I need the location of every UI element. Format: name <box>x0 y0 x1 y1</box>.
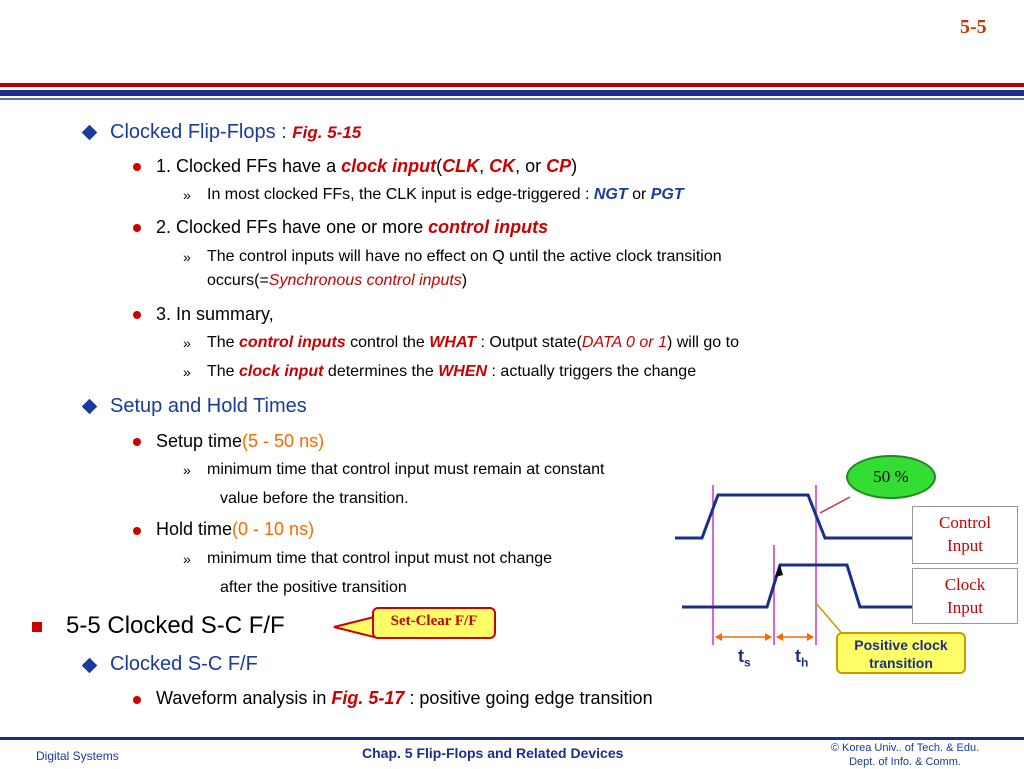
fifty-percent-label: 50 % <box>873 467 909 486</box>
header-rule-blue-thin <box>0 98 1024 100</box>
item-waveform-analysis: Waveform analysis in Fig. 5-17 : positive going edge transition <box>156 688 653 708</box>
raquo-icon: » <box>183 335 191 351</box>
footer-right: © Korea Univ.. of Tech. & Edu. Dept. of Info. & Comm. <box>830 742 980 768</box>
bullet-dot-icon <box>133 438 141 446</box>
section-heading-clocked-ff: Clocked Flip-Flops : Fig. 5-15 <box>110 121 362 143</box>
item-synchronous-inputs: occurs(=Synchronous control inputs) <box>207 272 468 289</box>
item-setup-desc-1: minimum time that control input must remain at constant <box>207 461 605 478</box>
raquo-icon: » <box>183 551 191 567</box>
section-heading-setup-hold: Setup and Hold Times <box>110 395 307 417</box>
footer-center: Chap. 5 Flip-Flops and Related Devices <box>362 745 624 761</box>
raquo-icon: » <box>183 364 191 380</box>
ts-label: $t_s$ <box>738 646 751 670</box>
raquo-icon: » <box>183 187 191 203</box>
item-hold-desc-2: after the positive transition <box>220 579 407 596</box>
control-input-label-box: Control Input <box>912 506 1018 564</box>
th-label: $t_h$ <box>795 646 809 670</box>
diamond-bullet-icon <box>82 125 98 141</box>
set-clear-label: Set-Clear F/F <box>390 613 478 629</box>
bullet-dot-icon <box>133 224 141 232</box>
fifty-pointer <box>820 497 850 513</box>
item-hold-time: Hold time(0 - 10 ns) <box>156 519 315 539</box>
control-waveform <box>675 495 915 538</box>
square-bullet-icon <box>32 622 42 632</box>
item-setup-desc-2: value before the transition. <box>220 490 409 507</box>
raquo-icon: » <box>183 249 191 265</box>
item-edge-triggered: In most clocked FFs, the CLK input is edge-triggered : NGT or PGT <box>207 186 684 203</box>
clock-input-label-box: Clock Input <box>912 568 1018 624</box>
diamond-bullet-icon <box>82 658 98 674</box>
footer-rule <box>0 737 1024 740</box>
bullet-dot-icon <box>133 527 141 535</box>
item-setup-time: Setup time(5 - 50 ns) <box>156 431 325 451</box>
raquo-icon: » <box>183 462 191 478</box>
item-control-no-effect: The control inputs will have no effect on Q until the active clock transition <box>207 248 722 265</box>
sub-heading-sc-ff: Clocked S-C F/F <box>110 653 258 675</box>
page-number: 5-5 <box>960 16 987 38</box>
clock-waveform <box>682 565 915 607</box>
header-rule-red <box>0 83 1024 87</box>
header-rule-blue <box>0 90 1024 96</box>
bullet-dot-icon <box>133 311 141 319</box>
item-control-inputs: 2. Clocked FFs have one or more control inputs <box>156 217 549 237</box>
item-clock-input: 1. Clocked FFs have a clock input(CLK, CK, or CP) <box>156 156 578 176</box>
bullet-dot-icon <box>133 696 141 704</box>
diamond-bullet-icon <box>82 399 98 415</box>
fig-ref: Fig. 5-15 <box>292 123 362 142</box>
section-heading-sc-ff: 5-5 Clocked S-C F/F <box>66 612 285 639</box>
item-summary-what: The control inputs control the WHAT : Output state(DATA 0 or 1) will go to <box>207 334 739 351</box>
footer-left: Digital Systems <box>36 749 119 763</box>
positive-clock-callout: Positive clock transition <box>836 632 966 674</box>
item-summary-when: The clock input determines the WHEN : actually triggers the change <box>207 363 697 380</box>
item-summary: 3. In summary, <box>156 304 274 324</box>
item-hold-desc-1: minimum time that control input must not change <box>207 550 553 567</box>
bullet-dot-icon <box>133 163 141 171</box>
